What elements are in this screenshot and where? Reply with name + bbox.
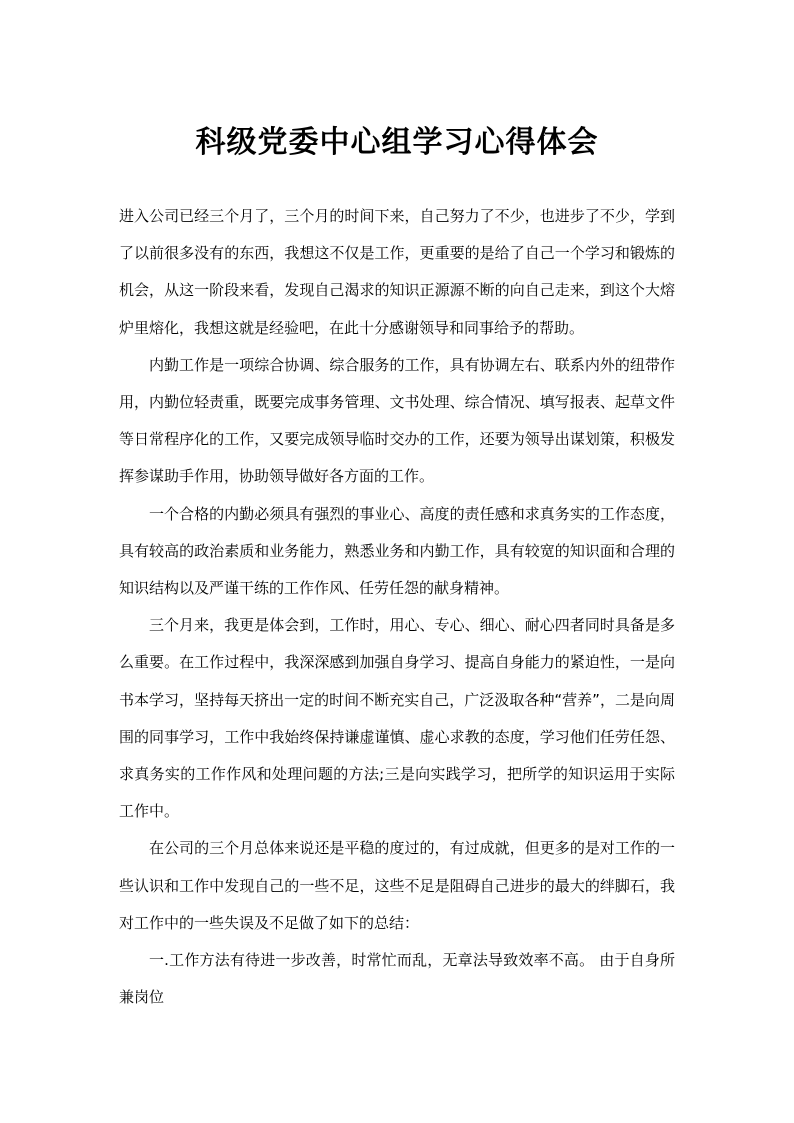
document-title: 科级党委中心组学习心得体会 (195, 125, 599, 160)
paragraph-qualified-neiqin: 一个合格的内勤必须具有强烈的事业心、高度的责任感和求真务实的工作态度，具有较高的政治素质和业务能力，熟悉业务和内勤工作，具有较宽的知识面和合理的知识结构以及严谨干练的工作作风、任劳任怨的献身精神。 (119, 504, 675, 598)
paragraph-three-months: 三个月来，我更是体会到，工作时，用心、专心、细心、耐心四者同时具备是多么重要。在工作过程中，我深深感到加强自身学习、提高自身能力的紧迫性，一是向书本学习，坚持每天挤出一定的时间不断充实自己，广泛汲取各种“营养”，二是向周围的同事学习，工作中我始终保持谦虚谨慎、虚心求教的态度，学习他们任劳任怨、求真务实的工作作风和处理问题的方法;三是向实践学习，把所学的知识运用于实际工作中。 (119, 616, 675, 821)
document-body (119, 198, 675, 1016)
paragraph-summary: 在公司的三个月总体来说还是平稳的度过的，有过成就，但更多的是对工作的一些认识和工作中发现自己的一些不足，这些不足是阻碍自己进步的最大的绊脚石，我对工作中的一些失误及不足做了如下的总结： (119, 839, 675, 932)
paragraph-point-one: 一.工作方法有待进一步改善，时常忙而乱，无章法导致效率不高。 由于自身所兼岗位 (119, 951, 675, 1007)
paragraph-neiqin-work: 内勤工作是一项综合协调、综合服务的工作，具有协调左右、联系内外的纽带作用，内勤位轻责重，既要完成事务管理、文书处理、综合情况、填写报表、起草文件等日常程序化的工作，又要完成领导临时交办的工作，还要为领导出谋划策，积极发挥参谋助手作用，协助领导做好各方面的工作。 (119, 355, 675, 486)
paragraph-intro: 进入公司已经三个月了，三个月的时间下来，自己努力了不少，也进步了不少，学到了以前很多没有的东西，我想这不仅是工作，更重要的是给了自己一个学习和锻炼的机会，从这一阶段来看，发现自己渴求的知识正源源不断的向自己走来，到这个大熔炉里熔化，我想这就是经验吧，在此十分感谢领导和同事给予的帮助。 (119, 207, 675, 337)
